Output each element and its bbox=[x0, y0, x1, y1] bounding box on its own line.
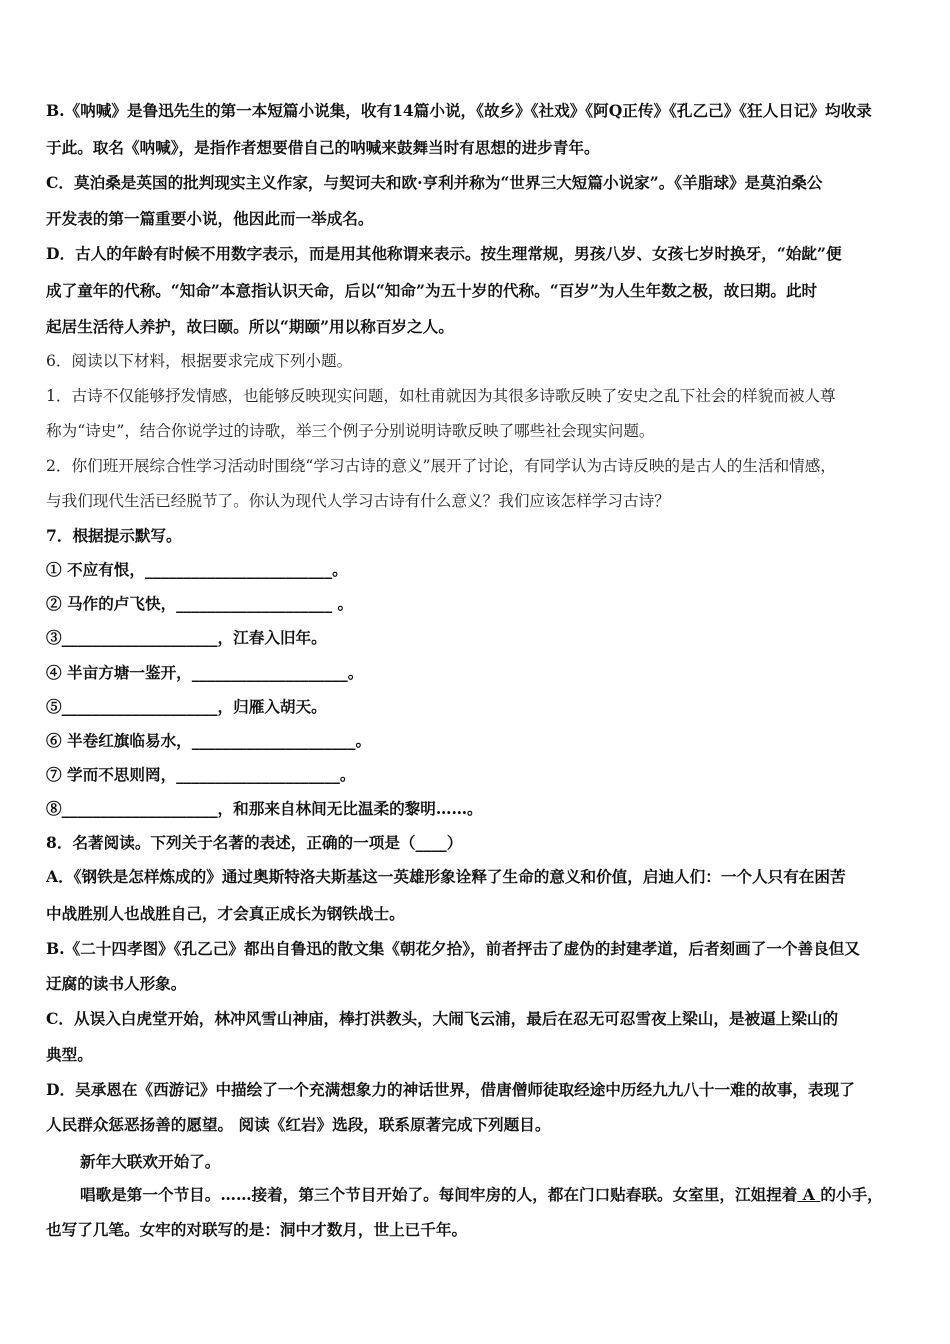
dictation-item-8: ⑧____________________，和那来自林间无比温柔的黎明……。 bbox=[46, 799, 483, 818]
q8-option-b-line-1: B.《二十四孝图》《孔乙己》都出自鲁迅的散文集《朝花夕拾》，前者抨击了虚伪的封建孝道，后者刻画了一个善良但又 bbox=[46, 939, 860, 958]
option-d-line-1: D．古人的年龄有时候不用数字表示，而是用其他称谓来表示。按生理常规，男孩八岁、女孩七岁时换牙，“始龀”便 bbox=[46, 244, 842, 263]
excerpt-line-2-tail: 的小手， bbox=[820, 1185, 883, 1204]
question-7-title: 7．根据提示默写。 bbox=[46, 526, 182, 545]
excerpt-line-2-text: 唱歌是第一个节目。……接着，第三个节目开始了。每间牢房的人，都在门口贴春联。女室里，江姐捏着 bbox=[80, 1185, 798, 1204]
option-d-line-2: 成了童年的代称。“知命”本意指认识天命，后以“知命”为五十岁的代称。“百岁”为人生年数之极，故曰期。此时 bbox=[46, 281, 818, 300]
excerpt-line-2 bbox=[80, 1185, 883, 1205]
option-b-line-2: 于此。取名《呐喊》，是指作者想要借自己的呐喊来鼓舞当时有思想的进步青年。 bbox=[46, 138, 600, 157]
q8-option-d-line-2: 人民群众惩恶扬善的愿望。 阅读《红岩》选段，联系原著完成下列题目。 bbox=[46, 1115, 551, 1134]
dictation-item-5: ⑤____________________，归雁入胡天。 bbox=[46, 697, 327, 716]
option-c-line-1: C．莫泊桑是英国的批判现实主义作家，与契诃夫和欧·亨利并称为“世界三大短篇小说家”。《羊脂球》是莫泊桑公 bbox=[46, 173, 823, 192]
excerpt-line-1: 新年大联欢开始了。 bbox=[80, 1152, 221, 1171]
question-6-sub1-line-2: 称为“诗史”，结合你说学过的诗歌，举三个例子分别说明诗歌反映了哪些社会现实问题。 bbox=[46, 422, 655, 440]
dictation-item-2: ② 马作的卢飞快，____________________ 。 bbox=[46, 594, 354, 613]
q8-option-c-line-2: 典型。 bbox=[46, 1045, 93, 1064]
question-6-sub2-line-2: 与我们现代生活已经脱节了。你认为现代人学习古诗有什么意义？我们应该怎样学习古诗？ bbox=[46, 492, 670, 510]
excerpt-blank-value: A bbox=[802, 1185, 815, 1204]
question-6-title: 6．阅读以下材料，根据要求完成下列小题。 bbox=[46, 352, 353, 370]
dictation-item-1: ① 不应有恨，________________________。 bbox=[46, 560, 348, 579]
option-d-line-3: 起居生活待人养护，故曰颐。所以“期颐”用以称百岁之人。 bbox=[46, 317, 454, 336]
q8-option-d-line-1: D．吴承恩在《西游记》中描绘了一个充满想象力的神话世界，借唐僧师徒取经途中历经九九八十一难的故事，表现了 bbox=[46, 1080, 855, 1099]
dictation-item-7: ⑦ 学而不思则罔，_____________________。 bbox=[46, 765, 356, 784]
question-8-title: 8．名著阅读。下列关于名著的表述，正确的一项是（____） bbox=[46, 833, 463, 852]
q8-option-b-line-2: 迂腐的读书人形象。 bbox=[46, 974, 187, 993]
q8-option-a-line-2: 中战胜别人也战胜自己，才会真正成长为钢铁战士。 bbox=[46, 904, 405, 923]
q8-option-c-line-1: C．从误入白虎堂开始，林冲风雪山神庙，棒打洪教头，大闹飞云浦，最后在忍无可忍雪夜上梁山，是被逼上梁山的 bbox=[46, 1009, 839, 1028]
dictation-item-6: ⑥ 半卷红旗临易水，_____________________。 bbox=[46, 731, 372, 750]
excerpt-blank-answer bbox=[797, 1185, 820, 1204]
excerpt-line-3: 也写了几笔。女牢的对联写的是：洞中才数月，世上已千年。 bbox=[46, 1220, 468, 1239]
option-b-line-1: B.《呐喊》是鲁迅先生的第一本短篇小说集，收有14篇小说，《故乡》《社戏》《阿Q正传》《孔乙己》《狂人日记》均收录 bbox=[46, 101, 872, 120]
dictation-item-3: ③____________________，江春入旧年。 bbox=[46, 628, 327, 647]
option-c-line-2: 开发表的第一篇重要小说，他因此而一举成名。 bbox=[46, 209, 374, 228]
dictation-item-4: ④ 半亩方塘一鉴开，____________________。 bbox=[46, 663, 364, 682]
question-6-sub2-line-1: 2．你们班开展综合性学习活动时围绕“学习古诗的意义”展开了讨论，有同学认为古诗反映的是古人的生活和情感， bbox=[46, 457, 836, 475]
question-6-sub1-line-1: 1．古诗不仅能够抒发情感，也能够反映现实问题，如杜甫就因为其很多诗歌反映了安史之乱下社会的样貌而被人尊 bbox=[46, 387, 836, 405]
q8-option-a-line-1: A．《钢铁是怎样炼成的》通过奥斯特洛夫斯基这一英雄形象诠释了生命的意义和价值，启迪人们：一个人只有在困苦 bbox=[46, 867, 846, 886]
